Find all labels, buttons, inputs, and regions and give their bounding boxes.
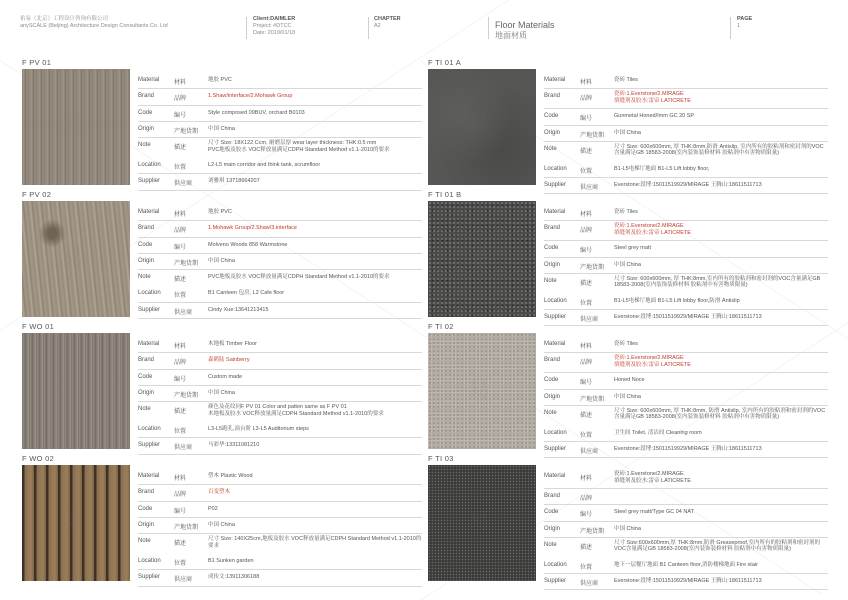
label-brand-en: Brand <box>544 225 561 232</box>
label-note-cn: 描述 <box>580 544 593 551</box>
page-number: 1 <box>737 23 741 29</box>
material-code-label: F TI 01 B <box>428 190 462 199</box>
label-origin-en: Origin <box>544 129 561 136</box>
value-material: 瓷砖 Tiles <box>614 209 638 215</box>
label-location-cn: 位置 <box>174 561 187 568</box>
label-origin-cn: 产地货期 <box>174 128 199 135</box>
value-material: 地胶 PVC <box>208 77 232 83</box>
label-origin-cn: 产地货期 <box>580 132 605 139</box>
value-supplier: 马彩华:13311081210 <box>208 442 260 449</box>
label-supplier-cn: 供应商 <box>580 185 599 192</box>
label-location-cn: 位置 <box>580 168 593 175</box>
spec-row-origin <box>138 122 422 138</box>
material-code-label: F PV 01 <box>22 58 52 67</box>
spec-row-code <box>544 505 828 521</box>
value-note: 尺寸 Size: 18X122 Ccm, 耐磨层厚 wear layer thickness: THK:0.5 mm PVC地板及胶水 VOC释放量满足CDPH Standard Method v1.1-2010的要求 <box>208 140 390 153</box>
page-header <box>0 0 848 50</box>
value-origin: 中国 China <box>614 393 641 400</box>
spec-row-note <box>544 406 828 426</box>
label-origin-cn: 产地货期 <box>580 528 605 535</box>
label-supplier-en: Supplier <box>544 314 567 321</box>
spec-row-supplier <box>544 574 828 590</box>
label-brand-cn: 品牌 <box>580 96 593 103</box>
value-code: Honed Noce <box>614 377 645 384</box>
chapter-value: A2 <box>374 23 381 29</box>
spec-row-material <box>544 337 828 353</box>
spec-table <box>138 337 422 455</box>
spec-row-brand <box>138 353 422 369</box>
label-location-en: Location <box>544 297 567 304</box>
spec-row-supplier <box>138 438 422 454</box>
label-brand-cn: 品牌 <box>580 496 593 502</box>
company-block <box>20 16 168 30</box>
chapter-label: CHAPTER <box>374 16 401 22</box>
label-location-en: Location <box>544 561 567 568</box>
value-location: 卫生间 Toilet, 清洁间 Cleaning room <box>614 429 702 436</box>
spec-row-material <box>138 469 422 485</box>
label-note-cn: 描述 <box>174 541 187 548</box>
label-supplier-cn: 供应商 <box>174 577 193 584</box>
page-block <box>737 16 752 30</box>
value-note: 尺寸 Size: 600x600mm, 厚 THK:8mm,室内所有的胶粘剂和密封剂的VOC含量满足GB 18583-2008(室内装饰装修材料 胶粘剂中有害物质限量) <box>614 275 821 289</box>
label-supplier-en: Supplier <box>544 182 567 189</box>
watermark: 易 <box>62 378 85 403</box>
label-code-en: Code <box>544 377 559 384</box>
value-location: 地下一层餐厅地面 B1 Canteen floor,消防楼梯地面 Fire stair <box>614 561 758 568</box>
label-supplier-en: Supplier <box>544 578 567 585</box>
material-card <box>428 190 828 324</box>
value-brand: 森鹤陆 Sainberry <box>208 357 250 364</box>
label-origin-cn: 产地货期 <box>580 264 605 271</box>
label-supplier-en: Supplier <box>544 446 567 453</box>
value-code: Molveno Woods 858 Warmstone <box>208 241 288 248</box>
label-note-en: Note <box>138 538 151 545</box>
spec-row-location <box>138 422 422 438</box>
label-code-en: Code <box>544 509 559 516</box>
spec-table <box>544 205 828 326</box>
label-brand-cn: 品牌 <box>174 492 187 499</box>
spec-row-origin <box>138 518 422 534</box>
label-location-cn: 位置 <box>580 432 593 439</box>
value-code: P02 <box>208 505 218 512</box>
label-origin-cn: 产地货期 <box>580 396 605 403</box>
client-block <box>253 16 295 37</box>
label-material-cn: 材料 <box>580 476 593 482</box>
label-code-en: Code <box>544 113 559 120</box>
label-origin-en: Origin <box>138 389 155 396</box>
value-note: 颜色及花纹同F PV 01 Color and patten same as F PV 01 木地板及胶水 VOC释放量满足CDPH Standard Method v1.1-2010的要求 <box>208 404 384 417</box>
label-code-en: Code <box>138 505 153 512</box>
value-origin: 中国 China <box>614 525 641 532</box>
material-swatch-image <box>428 333 536 449</box>
value-origin: 中国 China <box>614 261 641 268</box>
spec-row-note <box>138 138 422 158</box>
spec-row-location <box>544 294 828 310</box>
spec-row-material <box>138 205 422 221</box>
value-brand: 1.Mohawk Group/2.Shaw/3.interface <box>208 225 297 232</box>
label-code-en: Code <box>138 373 153 380</box>
watermark: 易 <box>62 114 85 139</box>
material-swatch-image <box>22 333 130 449</box>
label-material-en: Material <box>138 341 160 347</box>
spec-row-code <box>138 238 422 254</box>
spec-row-location <box>544 426 828 442</box>
label-material-en: Material <box>544 341 566 347</box>
label-material-en: Material <box>544 209 566 215</box>
spec-row-note <box>138 270 422 286</box>
value-brand: 瓷砖:1.Everstone/2.MIRAGE 填缝剂及胶水:雷帝 LATICRETE <box>614 223 691 236</box>
watermark: 易 <box>62 510 85 535</box>
spec-row-origin <box>544 126 828 142</box>
value-supplier: Everstone:段博:15011519929/MIRAGE 王腾山:18611511713 <box>614 578 762 585</box>
label-note-en: Note <box>138 142 151 149</box>
spec-row-location <box>138 286 422 302</box>
spec-row-location <box>138 158 422 174</box>
value-note: PVC地板及胶水 VOC释放量满足CDPH Standard Method v1.1-2010的要求 <box>208 274 390 281</box>
label-code-cn: 编号 <box>174 112 187 119</box>
spec-row-location <box>544 558 828 574</box>
label-code-cn: 编号 <box>174 244 187 251</box>
value-material: 瓷砖 Tiles <box>614 77 638 83</box>
value-origin: 中国 China <box>208 389 235 396</box>
value-location: B1-L5电梯厅地面 B1-L5 Lift lobby floor, <box>614 165 710 172</box>
value-location: L2-L5 main corridor and think tank, scrumfloor <box>208 162 321 169</box>
spec-row-material <box>138 337 422 353</box>
label-note-cn: 描述 <box>580 412 593 419</box>
label-supplier-en: Supplier <box>138 574 161 581</box>
spec-table <box>544 469 828 590</box>
material-code-label: F TI 02 <box>428 322 454 331</box>
spec-row-material <box>544 73 828 89</box>
label-material-cn: 材料 <box>580 212 593 218</box>
spec-row-material <box>544 469 828 489</box>
spec-table <box>544 337 828 458</box>
spec-row-supplier <box>138 570 422 586</box>
label-code-cn: 编号 <box>580 116 593 123</box>
label-location-en: Location <box>544 165 567 172</box>
value-note: 尺寸 Size: 600x600mm, 厚 THK:8mm, 防滑 Antislip, 室内所有的胶粘剂和密封剂的VOC含量满足GB 18583-2008(室内装饰装修材料 胶粘剂中有害物质限量) <box>614 407 826 421</box>
watermark: 易 <box>468 114 491 139</box>
spec-row-origin <box>544 258 828 274</box>
value-code: Steel grey matt <box>614 245 651 252</box>
label-note-en: Note <box>544 409 557 416</box>
header-divider <box>368 17 369 39</box>
label-code-en: Code <box>138 241 153 248</box>
spec-row-location <box>138 554 422 570</box>
spec-table <box>544 73 828 194</box>
value-location: B1 Sunken garden <box>208 558 254 565</box>
material-swatch-image <box>22 201 130 317</box>
label-material-cn: 材料 <box>174 80 187 86</box>
spec-row-code <box>138 502 422 518</box>
label-note-cn: 描述 <box>174 277 187 284</box>
label-origin-en: Origin <box>138 125 155 132</box>
company-name-cn: 佑易（北京）工程设计咨询有限公司 <box>20 16 109 22</box>
label-code-en: Code <box>138 109 153 116</box>
label-material-en: Material <box>544 77 566 83</box>
label-note-en: Note <box>544 277 557 284</box>
label-supplier-cn: 供应商 <box>580 581 599 588</box>
issue-date: Date: 2019/01/18 <box>253 30 296 36</box>
label-supplier-cn: 供应商 <box>174 181 193 188</box>
label-note-cn: 描述 <box>174 145 187 152</box>
value-location: B1 Canteen 包房, L2 Cafe floor <box>208 290 285 297</box>
label-brand-en: Brand <box>138 225 155 232</box>
label-location-cn: 位置 <box>580 564 593 571</box>
page-label: PAGE <box>737 16 753 22</box>
label-material-en: Material <box>138 209 160 215</box>
spec-row-brand <box>138 89 422 105</box>
label-material-cn: 材料 <box>174 212 187 218</box>
value-supplier: 成传文:13911306188 <box>208 574 260 581</box>
watermark: 易 <box>468 510 491 535</box>
spec-row-code <box>138 370 422 386</box>
label-brand-cn: 品牌 <box>580 228 593 235</box>
value-brand: 瓷砖:1.Everstone/2.MIRAGE 填缝剂及胶水:雷帝 LATICRETE <box>614 355 691 368</box>
spec-row-origin <box>544 390 828 406</box>
spec-row-brand <box>544 221 828 241</box>
label-code-cn: 编号 <box>580 248 593 255</box>
spec-table <box>138 469 422 587</box>
label-supplier-cn: 供应商 <box>174 309 193 316</box>
label-location-cn: 位置 <box>174 429 187 436</box>
value-origin: 中国 China <box>614 129 641 136</box>
spec-row-material <box>138 73 422 89</box>
material-card <box>22 454 422 582</box>
label-location-en: Location <box>138 426 161 433</box>
label-note-cn: 描述 <box>580 280 593 287</box>
value-supplier: Everstone:段博:15011519929/MIRAGE 王腾山:18611511713 <box>614 182 762 189</box>
page-title: Floor Materials <box>495 20 555 30</box>
label-location-cn: 位置 <box>174 165 187 172</box>
value-code: Gunmetal Honed/Imm GC 20 SP <box>614 113 695 120</box>
label-material-cn: 材料 <box>174 344 187 350</box>
spec-row-brand <box>544 489 828 505</box>
label-origin-en: Origin <box>544 525 561 532</box>
spec-row-origin <box>138 386 422 402</box>
label-brand-en: Brand <box>138 357 155 364</box>
company-name-en: anySCALE (Beijing) Architecture Design Consultants Co. Ltd <box>20 23 168 29</box>
label-supplier-cn: 供应商 <box>174 445 193 452</box>
label-location-en: Location <box>138 558 161 565</box>
spec-row-brand <box>544 353 828 373</box>
label-note-cn: 描述 <box>580 148 593 155</box>
spec-row-material <box>544 205 828 221</box>
material-swatch-image <box>428 69 536 185</box>
value-brand: 1.Shaw/interface/2.Mohawk Group <box>208 93 293 100</box>
material-card <box>428 58 828 192</box>
label-origin-en: Origin <box>138 257 155 264</box>
value-supplier: Everstone:段博:15011519929/MIRAGE 王腾山:18611511713 <box>614 446 762 453</box>
label-note-en: Note <box>544 145 557 152</box>
label-material-en: Material <box>544 473 566 479</box>
label-brand-cn: 品牌 <box>174 360 187 367</box>
label-supplier-en: Supplier <box>138 306 161 313</box>
label-material-en: Material <box>138 77 160 83</box>
chapter-block <box>374 16 401 30</box>
value-brand: 瓷砖:1.Everstone/2.MIRAGE 填缝剂及胶水:雷帝 LATICRETE <box>614 91 691 104</box>
spec-row-supplier <box>138 174 422 190</box>
label-supplier-cn: 供应商 <box>580 449 599 456</box>
spec-row-note <box>544 274 828 294</box>
label-origin-cn: 产地货期 <box>174 392 199 399</box>
value-material: 瓷砖:1.Everstone/2.MIRAGE 填缝剂及胶水:雷帝 LATICRETE <box>614 471 691 484</box>
spec-table <box>138 205 422 319</box>
value-supplier: Cindy Xue:13641213415 <box>208 306 269 313</box>
label-brand-cn: 品牌 <box>174 96 187 103</box>
label-brand-en: Brand <box>544 93 561 100</box>
client-name: Client:DAIMLER <box>253 16 296 22</box>
value-location: B1-L5电梯厅地面 B1-L5 Lift lobby floor,防滑 Antislip <box>614 297 740 304</box>
label-brand-en: Brand <box>544 357 561 364</box>
value-material: 地胶 PVC <box>208 209 232 215</box>
material-card <box>22 190 422 318</box>
value-origin: 中国 China <box>208 125 235 132</box>
value-code: Custom made <box>208 373 243 380</box>
value-material: 瓷砖 Tiles <box>614 341 638 347</box>
value-location: L3-L5跑孔,演台阶 L3-L5 Auditorium steps <box>208 426 309 433</box>
label-origin-cn: 产地货期 <box>174 260 199 267</box>
material-card <box>428 454 828 588</box>
material-swatch-image <box>22 465 130 581</box>
value-code: Style composed 09BUV, orchard B0103 <box>208 109 305 116</box>
spec-row-code <box>138 106 422 122</box>
header-divider <box>488 17 489 39</box>
value-material: 木地板 Timber Floor <box>208 341 257 347</box>
watermark: 易 <box>62 246 85 271</box>
label-origin-en: Origin <box>138 521 155 528</box>
value-origin: 中国 China <box>208 257 235 264</box>
material-code-label: F PV 02 <box>22 190 52 199</box>
label-origin-cn: 产地货期 <box>174 524 199 531</box>
title-block <box>495 20 555 41</box>
label-brand-en: Brand <box>544 493 561 499</box>
header-divider <box>730 17 731 39</box>
label-brand-cn: 品牌 <box>580 360 593 367</box>
label-location-en: Location <box>138 290 161 297</box>
label-supplier-en: Supplier <box>138 178 161 185</box>
label-location-en: Location <box>544 429 567 436</box>
value-origin: 中国 China <box>208 521 235 528</box>
label-material-cn: 材料 <box>580 80 593 86</box>
value-material: 塑木 Plastic Wood <box>208 473 253 479</box>
value-note: 尺寸 Size: 140X25cm,地板及胶水 VOC释放量满足CDPH Standard Method v1.1-2010的要求 <box>208 536 422 549</box>
label-note-cn: 描述 <box>174 409 187 416</box>
label-code-cn: 编号 <box>174 508 187 515</box>
material-swatch-image <box>428 201 536 317</box>
value-note: 尺寸 Size:600x600mm,厚 THK:8mm,防滑 Greaseproof,室内所有的胶粘剂和密封剂的VOC含量满足GB 18583-2008(室内装饰装修材料 胶粘剂中有害物质限量) <box>614 539 820 553</box>
spec-row-supplier <box>138 303 422 319</box>
material-swatch-image <box>22 69 130 185</box>
spec-row-origin <box>544 522 828 538</box>
material-code-label: F WO 01 <box>22 322 55 331</box>
label-location-en: Location <box>138 162 161 169</box>
label-brand-en: Brand <box>138 93 155 100</box>
label-material-en: Material <box>138 473 160 479</box>
spec-row-brand <box>138 221 422 237</box>
label-material-cn: 材料 <box>580 344 593 350</box>
label-code-cn: 编号 <box>580 512 593 519</box>
spec-row-note <box>138 402 422 422</box>
spec-row-origin <box>138 254 422 270</box>
spec-row-note <box>544 142 828 162</box>
label-supplier-cn: 供应商 <box>580 317 599 324</box>
value-brand: 百变塑木 <box>208 489 231 496</box>
label-code-en: Code <box>544 245 559 252</box>
spec-row-code <box>544 373 828 389</box>
label-origin-en: Origin <box>544 393 561 400</box>
header-divider <box>246 17 247 39</box>
value-supplier: 刘雅琪 13718664207 <box>208 178 260 185</box>
page-title-cn: 地面材质 <box>495 31 527 40</box>
label-note-en: Note <box>138 406 151 413</box>
value-note: 尺寸 Size: 600x600mm, 厚 THK:8mm,防滑 Antislip, 室内所有的胶粘剂和密封剂的VOC含量满足GB 18583-2008(室内装饰装修材料 胶粘剂中有害物质限量) <box>614 143 824 157</box>
material-code-label: F TI 01 A <box>428 58 461 67</box>
material-swatch-image <box>428 465 536 581</box>
spec-row-location <box>544 162 828 178</box>
spec-row-brand <box>138 485 422 501</box>
label-supplier-en: Supplier <box>138 442 161 449</box>
label-location-cn: 位置 <box>580 300 593 307</box>
material-card <box>428 322 828 456</box>
spec-row-code <box>544 241 828 257</box>
label-brand-cn: 品牌 <box>174 228 187 235</box>
watermark: 易 <box>468 378 491 403</box>
label-origin-en: Origin <box>544 261 561 268</box>
label-brand-en: Brand <box>138 489 155 496</box>
material-card <box>22 322 422 450</box>
label-note-en: Note <box>544 541 557 548</box>
label-material-cn: 材料 <box>174 476 187 482</box>
value-supplier: Everstone:段博:15011519929/MIRAGE 王腾山:18611511713 <box>614 314 762 321</box>
spec-row-note <box>544 538 828 558</box>
label-note-en: Note <box>138 274 151 281</box>
spec-row-code <box>544 109 828 125</box>
spec-table <box>138 73 422 191</box>
watermark: 易 <box>468 246 491 271</box>
spec-row-brand <box>544 89 828 109</box>
material-card <box>22 58 422 186</box>
value-code: Steel grey matt/Type GC 04 NAT <box>614 509 694 516</box>
material-code-label: F WO 02 <box>22 454 55 463</box>
label-code-cn: 编号 <box>174 376 187 383</box>
material-code-label: F TI 03 <box>428 454 454 463</box>
spec-row-note <box>138 534 422 554</box>
label-location-cn: 位置 <box>174 293 187 300</box>
label-code-cn: 编号 <box>580 380 593 387</box>
project-name: Project: #DTCC <box>253 23 292 29</box>
